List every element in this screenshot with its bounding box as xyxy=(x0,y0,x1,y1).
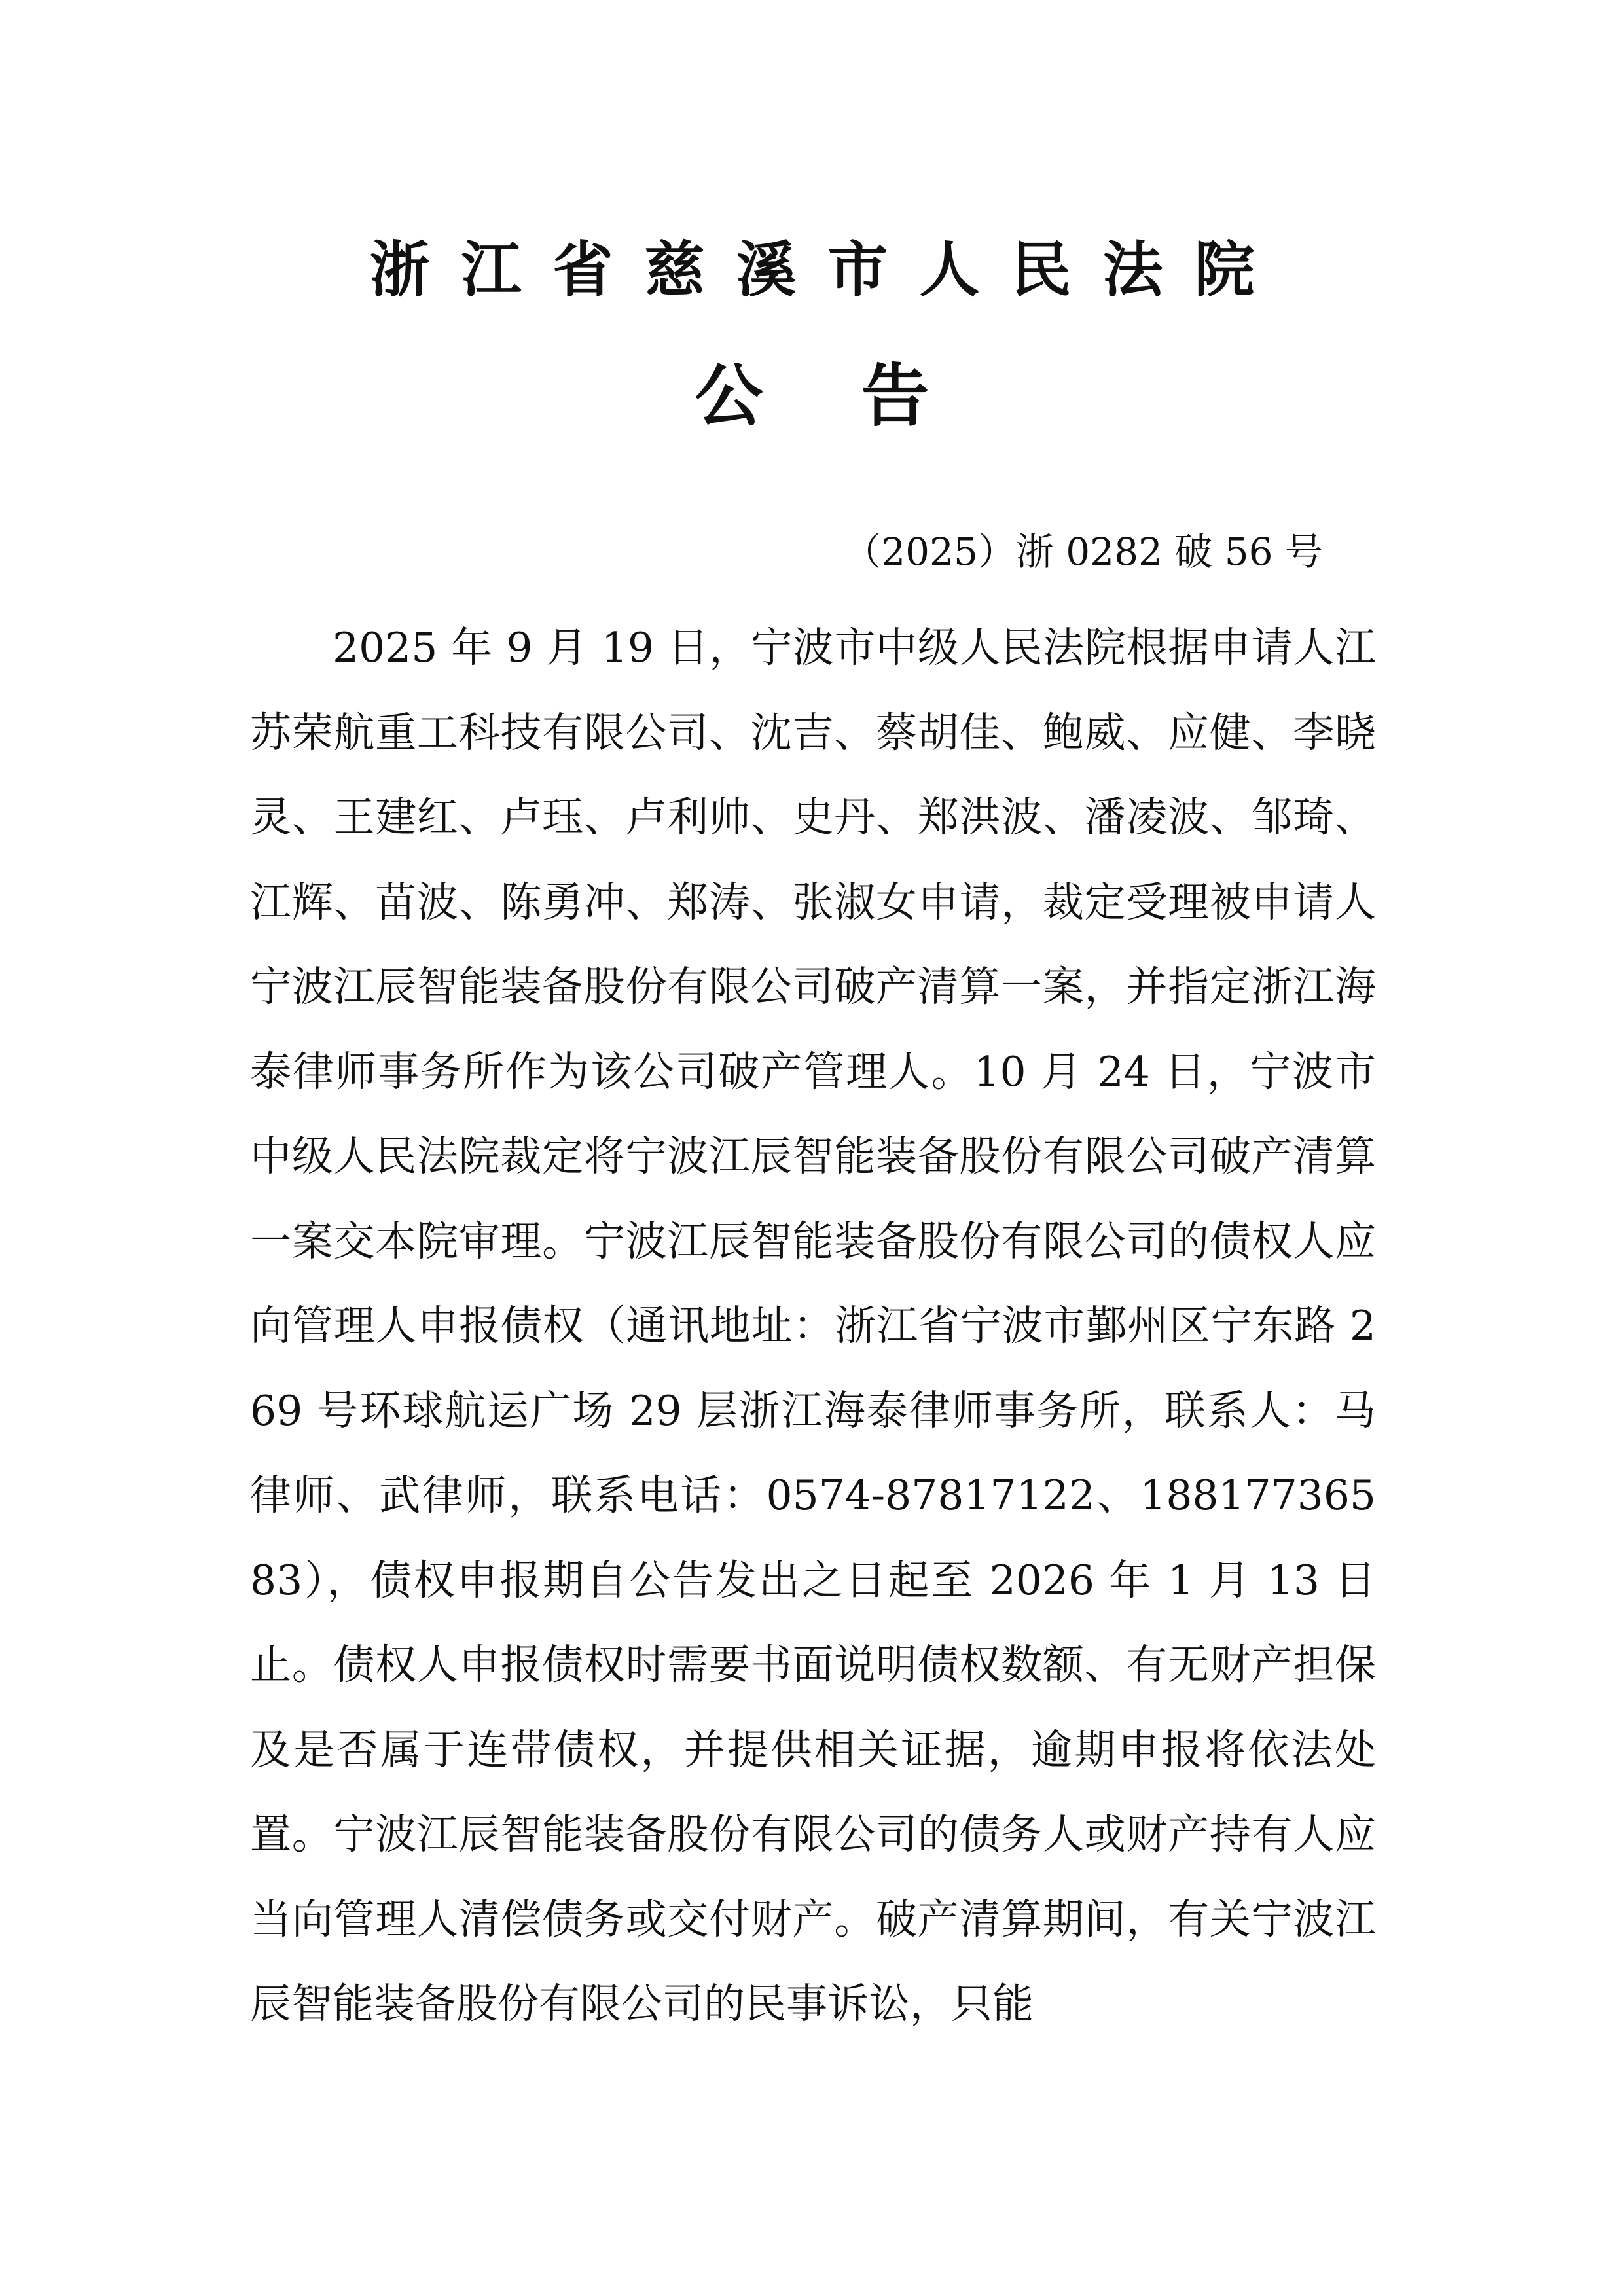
notice-title: 公告 xyxy=(695,355,1028,436)
court-title: 浙江省慈溪市人民法院 xyxy=(369,234,1286,305)
notice-body-paragraph: 2025 年 9 月 19 日，宁波市中级人民法院根据申请人江苏荣航重工科技有限公司、沈吉、蔡胡佳、鲍威、应健、李晓灵、王建红、卢珏、卢利帅、史丹、郑洪波、潘凌波、邹琦、江辉、苗波、陈勇冲、郑涛、张淑女申请，裁定受理被申请人宁波江辰智能装备股份有限公司破产清算一案，并指定浙江海泰律师事务所作为该公司破产管理人。10 月 24 日，宁波市中级人民法院裁定将宁波江辰智能装备股份有限公司破产清算一案交本院审理。宁波江辰智能装备股份有限公司的债权人应向管理人申报债权（通讯地址：浙江省宁波市鄞州区宁东路 269 号环球航运广场 29 层浙江海泰律师事务所，联系人：马律师、武律师，联系电话：0574-87817122、18817736583），债权申报期自公告发出之日起至 2026 年 1 月 13 日止。债权人申报债权时需要书面说明债权数额、有无财产担保及是否属于连带债权，并提供相关证据，逾期申报将依法处置。宁波江辰智能装备股份有限公司的债务人或财产持有人应当向管理人清偿债务或交付财产。破产清算期间，有关宁波江辰智能装备股份有限公司的民事诉讼，只能 xyxy=(250,624,1376,2028)
case-number: （2025）浙 0282 破 56 号 xyxy=(843,529,1323,574)
